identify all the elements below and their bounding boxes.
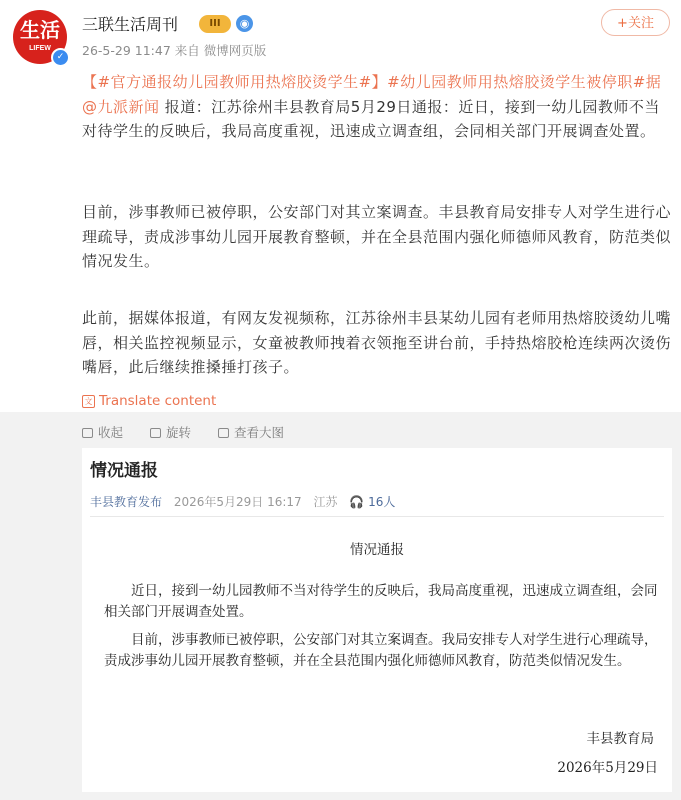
globe-icon[interactable]: ◉ (236, 15, 253, 32)
translate-label: Translate content (99, 393, 217, 409)
notice-listeners: 16人 (368, 495, 396, 509)
translate-link[interactable] (82, 392, 216, 410)
document-date: 2026年5月29日 (557, 760, 658, 776)
headphones-icon: 🎧 (349, 495, 365, 509)
card-divider (90, 516, 664, 517)
view-large-icon (218, 428, 229, 438)
post-paragraph-1-text: 报道：江苏徐州丰县教育局5月29日通报：近日，接到一幼儿园教师不当对待学生的反映后，我局高度重视，迅速成立调查组，会同相关部门开展调查处置。 (82, 97, 660, 140)
document-paragraph-1: 近日，接到一幼儿园教师不当对待学生的反映后，我局高度重视，迅速成立调查组，会同相关部门开展调查处置。 (104, 583, 658, 620)
collapse-icon (82, 428, 93, 438)
notice-date: 2026年5月29日 16:17 (173, 495, 302, 509)
notice-card-title: 情况通报 (90, 461, 158, 481)
notice-card-meta (90, 494, 395, 510)
vip-crown-icon[interactable] (199, 15, 231, 33)
translate-icon: 文 (82, 395, 95, 408)
follow-button[interactable]: +关注 (601, 9, 670, 36)
notice-image[interactable] (82, 448, 672, 792)
post-meta[interactable]: 26-5-29 11:47 来自 微博网页版 (82, 43, 267, 58)
avatar-logo-text: 生活 (20, 18, 60, 42)
verified-badge-icon: ✓ (51, 48, 70, 67)
view-large-button[interactable] (218, 423, 284, 443)
notice-source: 丰县教育发布 (90, 495, 163, 509)
post-paragraph-1 (82, 70, 672, 144)
rotate-button[interactable] (150, 423, 191, 443)
collapse-label: 收起 (98, 425, 124, 440)
avatar-logo-subtext: LIFEW (29, 45, 51, 52)
hashtag-official-report[interactable]: 【#官方通报幼儿园教师用热熔胶烫学生#】 (82, 73, 388, 91)
view-large-label: 查看大图 (234, 425, 285, 440)
collapse-button[interactable] (82, 423, 123, 443)
post-header (0, 0, 681, 70)
post-paragraph-2: 目前，涉事教师已被停职，公安部门对其立案调查。丰县教育局安排专人对学生进行心理疏导，责成涉事幼儿园开展教育整顿，并在全县范围内强化师德师风教育，防范类似情况发生。 (82, 203, 672, 270)
post-paragraph-3: 此前，据媒体报道，有网友发视频称，江苏徐州丰县某幼儿园有老师用热熔胶烫幼儿嘴唇，相关监控视频显示，女童被教师拽着衣领拖至讲台前，手持热熔胶枪连续两次烫伤嘴唇，此后继续推搡捶打孩子。 (82, 309, 672, 376)
hashtag-teacher-suspended[interactable]: #幼儿园教师用热熔胶烫学生被停职# (387, 73, 646, 91)
rotate-icon (150, 428, 161, 438)
document-title: 情况通报 (350, 542, 404, 558)
mention-jiupai-news[interactable]: 据@九派新闻 (82, 73, 662, 116)
document-paragraph-2: 目前，涉事教师已被停职，公安部门对其立案调查。我局安排专人对学生进行心理疏导，责成涉事幼儿园开展教育整顿，并在全县范围内强化师德师风教育，防范类似情况发生。 (104, 632, 658, 669)
notice-location: 江苏 (313, 495, 338, 509)
document-signature: 丰县教育局 (586, 731, 654, 747)
rotate-label: 旋转 (166, 425, 192, 440)
vip-level-label: III (209, 18, 221, 29)
account-name[interactable]: 三联生活周刊 (82, 15, 179, 34)
